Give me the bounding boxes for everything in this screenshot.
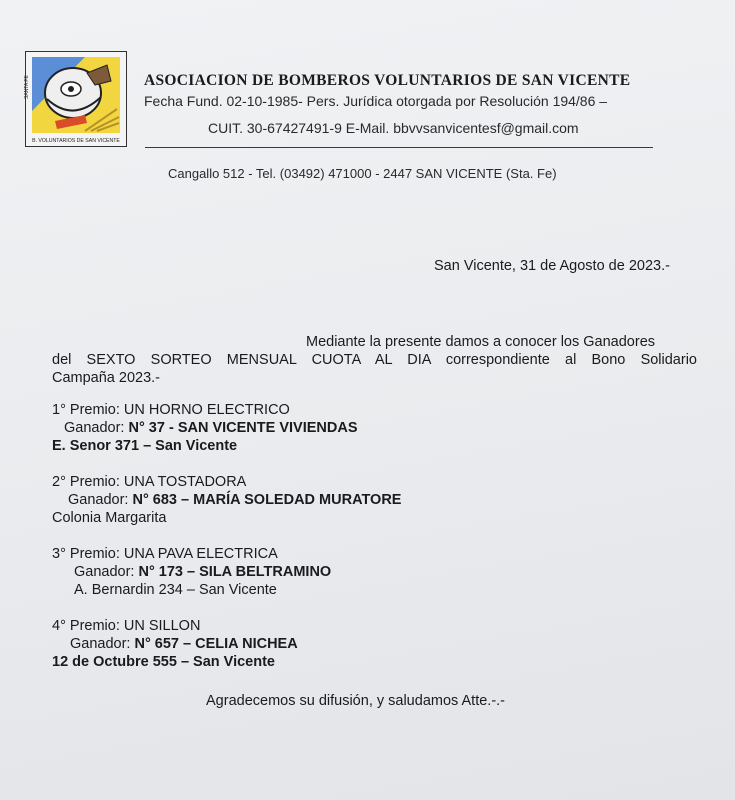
logo-side-text: SANTA FE xyxy=(24,75,30,99)
prize-2-winner xyxy=(68,492,401,508)
prize-2-winner-name: N° 683 – MARÍA SOLEDAD MURATORE xyxy=(132,492,402,508)
prize-4-winner-name: N° 657 – CELIA NICHEA xyxy=(134,636,298,652)
header-divider xyxy=(145,147,653,148)
address-line: Cangallo 512 - Tel. (03492) 471000 - 2447 SAN VICENTE (Sta. Fe) xyxy=(168,166,557,181)
winner-label: Ganador: xyxy=(70,636,135,652)
prize-1-address: E. Senor 371 – San Vicente xyxy=(52,438,238,454)
logo-caption: B. VOLUNTARIOS DE SAN VICENTE xyxy=(32,138,120,144)
fire-brigade-logo xyxy=(25,51,127,147)
intro-paragraph xyxy=(52,333,697,387)
prize-3-title: 3° Premio: UNA PAVA ELECTRICA xyxy=(52,546,278,562)
letter-date: San Vicente, 31 de Agosto de 2023.- xyxy=(434,258,670,274)
winner-label: Ganador: xyxy=(64,420,129,436)
prize-1-winner xyxy=(64,420,357,436)
prize-2-title: 2° Premio: UNA TOSTADORA xyxy=(52,474,247,490)
foundation-info: Fecha Fund. 02-10-1985- Pers. Jurídica otorgada por Resolución 194/86 – xyxy=(144,93,608,109)
prize-3-winner xyxy=(74,564,331,580)
prize-3-winner-name: N° 173 – SILA BELTRAMINO xyxy=(138,564,332,580)
prize-2-address: Colonia Margarita xyxy=(52,510,167,526)
winner-label: Ganador: xyxy=(68,492,133,508)
intro-line-3: Campaña 2023.- xyxy=(52,370,161,386)
prize-1-title: 1° Premio: UN HORNO ELECTRICO xyxy=(52,402,290,418)
prize-4-title: 4° Premio: UN SILLON xyxy=(52,618,201,634)
prize-3-address: A. Bernardin 234 – San Vicente xyxy=(74,582,277,598)
prize-4-address: 12 de Octubre 555 – San Vicente xyxy=(52,654,275,670)
contact-info: CUIT. 30-67427491-9 E-Mail. bbvvsanvicentesf@gmail.com xyxy=(208,120,579,136)
organization-name: ASOCIACION DE BOMBEROS VOLUNTARIOS DE SAN VICENTE xyxy=(144,72,631,89)
winner-label: Ganador: xyxy=(74,564,139,580)
intro-line-1: Mediante la presente damos a conocer los Ganadores xyxy=(306,334,656,350)
prize-1-winner-name: N° 37 - SAN VICENTE VIVIENDAS xyxy=(128,420,358,436)
closing-line: Agradecemos su difusión, y saludamos Atte.-.- xyxy=(206,693,506,709)
intro-line-2: del SEXTO SORTEO MENSUAL CUOTA AL DIA correspondiente al Bono Solidario xyxy=(52,352,697,368)
prize-4-winner xyxy=(70,636,298,652)
